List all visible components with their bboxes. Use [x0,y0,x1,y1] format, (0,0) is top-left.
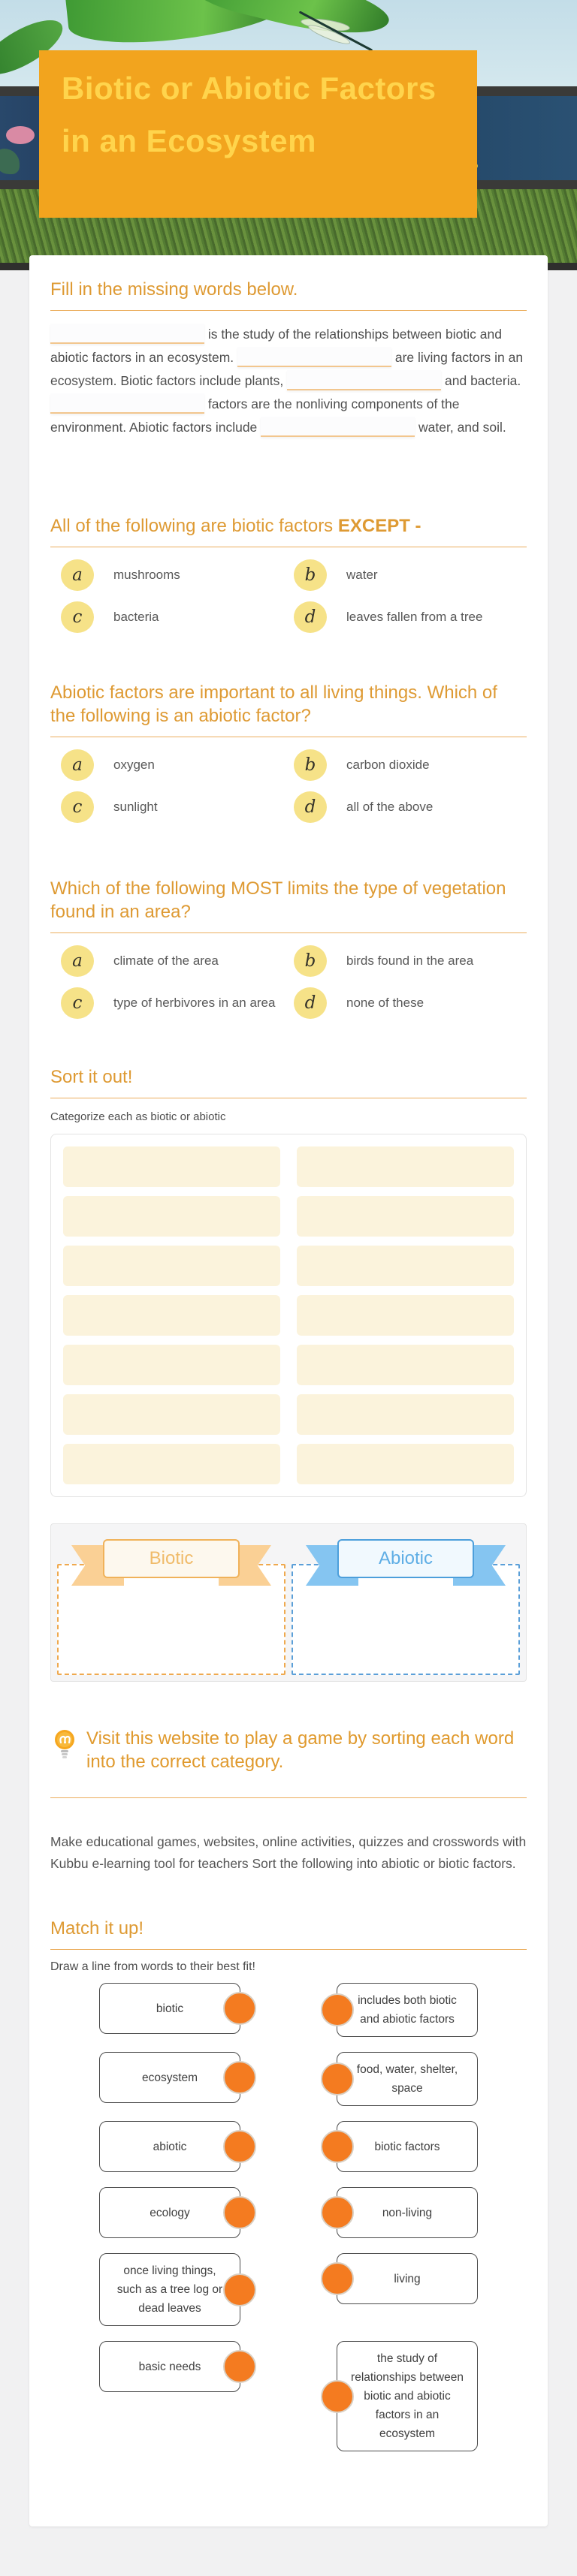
option-letter-badge[interactable]: b [294,559,327,591]
answer-option[interactable] [294,600,527,634]
answer-option[interactable] [61,600,294,634]
match-left-box [99,1983,240,2034]
answer-option[interactable] [294,790,527,824]
draggable-word-chip[interactable] [63,1246,280,1286]
options-grid [50,558,527,634]
match-connector-dot[interactable] [321,2380,354,2413]
fill-blank-input[interactable] [50,393,204,414]
question-heading-text: Abiotic factors are important to all living things. Which of the following is an abiotic factor? [50,682,497,726]
worksheet-title: Biotic or Abiotic Factors in an Ecosystem [62,71,437,158]
answer-option[interactable] [294,748,527,782]
question-heading [50,681,527,728]
option-letter-badge[interactable]: a [61,559,94,591]
option-letter-badge[interactable]: b [294,749,327,781]
match-right-box [337,2341,478,2451]
answer-option[interactable] [61,944,294,978]
section-divider [50,310,527,311]
match-connector-dot[interactable] [223,2061,256,2094]
match-caption: Draw a line from words to their best fit! [50,1960,255,1973]
match-connector-dot[interactable] [321,2196,354,2229]
match-left-box [99,2052,240,2103]
match-left-label: ecosystem [141,2071,198,2084]
option-label: leaves fallen from a tree [346,610,483,624]
section-match-it-up [50,1917,527,2451]
match-left-label: biotic [156,2002,184,2015]
match-connector-dot[interactable] [223,1992,256,2025]
section-heading: Sort it out! [50,1067,133,1087]
match-left-box [99,2187,240,2238]
worksheet-card [29,255,548,2526]
option-label: water [346,568,378,582]
fill-blank-input[interactable] [287,370,441,390]
match-right-label: includes both biotic and abiotic factors [358,1994,457,2026]
option-label: bacteria [113,610,159,624]
lightbulb-icon [53,1728,76,1761]
biotic-category-column [57,1530,285,1675]
option-label: type of herbivores in an area [113,996,276,1010]
match-connector-dot[interactable] [223,2130,256,2163]
draggable-word-chip[interactable] [297,1295,514,1336]
section-question-biotic-except [50,514,527,634]
match-connector-dot[interactable] [321,2062,354,2095]
abiotic-ribbon-label: Abiotic [337,1539,474,1578]
website-description: Make educational games, websites, online activities, quizzes and crosswords with Kubbu e-learning tool for teachers Sort the following into abiotic or biotic factors. [50,1834,527,1871]
draggable-word-chip[interactable] [297,1394,514,1435]
match-row [99,2121,478,2172]
match-left-label: basic needs [138,2360,201,2373]
section-question-vegetation-limit [50,877,527,1020]
answer-option[interactable] [294,558,527,592]
draggable-word-chip[interactable] [297,1246,514,1286]
section-fill-in [50,278,527,439]
match-right-label: food, water, shelter, space [356,2063,458,2095]
option-label: carbon dioxide [346,758,430,772]
match-connector-dot[interactable] [321,2262,354,2295]
options-grid [50,748,527,824]
answer-option[interactable] [61,986,294,1020]
answer-option[interactable] [61,558,294,592]
sort-caption: Categorize each as biotic or abiotic [50,1110,226,1123]
question-heading-text: Which of the following MOST limits the type of vegetation found in an area? [50,878,506,922]
match-left-label: ecology [150,2206,190,2219]
abiotic-category-column [292,1530,520,1675]
option-letter-badge[interactable]: b [294,945,327,977]
option-label: birds found in the area [346,954,474,968]
match-rows [50,1983,527,2451]
draggable-word-chip[interactable] [63,1196,280,1237]
section-heading: Fill in the missing words below. [50,279,298,300]
section-divider [50,1797,527,1798]
option-letter-badge[interactable]: d [294,791,327,823]
option-label: all of the above [346,800,434,814]
match-connector-dot[interactable] [223,2273,256,2306]
draggable-word-chip[interactable] [297,1444,514,1484]
draggable-word-chip[interactable] [63,1345,280,1385]
answer-option[interactable] [294,944,527,978]
match-row [99,2341,478,2451]
match-connector-dot[interactable] [321,2130,354,2163]
biotic-ribbon-label: Biotic [103,1539,240,1578]
draggable-word-chip[interactable] [63,1444,280,1484]
match-right-box [337,2121,478,2172]
draggable-word-chip[interactable] [63,1295,280,1336]
option-letter-badge[interactable]: c [61,987,94,1019]
option-letter-badge[interactable]: a [61,945,94,977]
fish-decoration [6,126,35,144]
website-link-text[interactable]: Visit this website to play a game by sorting each word into the correct category. [86,1728,515,1772]
question-heading [50,514,527,538]
match-right-box [337,2253,478,2304]
option-letter-badge[interactable]: d [294,601,327,633]
match-left-box [99,2341,240,2392]
match-right-label: non-living [382,2206,433,2219]
match-connector-dot[interactable] [223,2350,256,2383]
section-question-abiotic-factor [50,681,527,824]
match-right-label: living [394,2272,421,2285]
option-label: climate of the area [113,954,219,968]
match-row [99,2052,478,2106]
option-letter-badge[interactable]: a [61,749,94,781]
draggable-word-chip[interactable] [297,1345,514,1385]
question-heading [50,877,527,923]
option-label: sunlight [113,800,158,814]
answer-option[interactable] [61,748,294,782]
website-heading-row [50,1727,527,1773]
section-divider [50,1949,527,1950]
match-right-label: biotic factors [374,2140,440,2153]
match-connector-dot[interactable] [321,1993,354,2026]
match-left-label: once living things, such as a tree log or dead leaves [116,2264,223,2315]
option-label: mushrooms [113,568,180,582]
hero-header [0,0,577,270]
section-website-link [50,1727,527,1875]
question-heading-text: All of the following are biotic factors [50,516,338,536]
match-left-label: abiotic [153,2140,187,2153]
answer-option[interactable] [61,790,294,824]
category-panel [50,1523,527,1682]
fill-blank-input[interactable] [261,417,415,437]
fill-blank-input[interactable] [50,324,204,344]
match-row [99,2187,478,2238]
match-left-box [99,2253,240,2326]
fill-in-paragraph: is the study of the relationships between biotic and abiotic factors in an ecosystem. are living factors in an ecosystem. Biotic factors include plants, and bacteria. factors are the nonliving components of the environment. Abiotic factors include water, and soil. [50,323,527,439]
option-letter-badge[interactable]: d [294,987,327,1019]
match-right-box [337,2187,478,2238]
option-letter-badge[interactable]: c [61,601,94,633]
match-row [99,2253,478,2326]
worksheet-title-box [39,50,477,218]
abiotic-ribbon-banner [337,1539,474,1578]
match-left-box [99,2121,240,2172]
match-row [99,1983,478,2037]
draggable-word-chip[interactable] [63,1394,280,1435]
answer-option[interactable] [294,986,527,1020]
option-label: oxygen [113,758,155,772]
section-divider [50,932,527,933]
word-chips-panel [50,1134,527,1497]
option-label: none of these [346,996,424,1010]
biotic-ribbon-banner [103,1539,240,1578]
match-right-box [337,2052,478,2106]
coral-decoration [0,149,20,174]
option-letter-badge[interactable]: c [61,791,94,823]
section-heading: Match it up! [50,1918,144,1939]
match-connector-dot[interactable] [223,2196,256,2229]
options-grid [50,944,527,1020]
match-right-box [337,1983,478,2037]
fill-blank-input[interactable] [237,347,391,367]
match-right-label: the study of relationships between biotic and abiotic factors in an ecosystem [351,2352,464,2440]
draggable-word-chip[interactable] [63,1146,280,1187]
draggable-word-chip[interactable] [297,1196,514,1237]
draggable-word-chip[interactable] [297,1146,514,1187]
section-sort-it-out [50,1065,527,1682]
question-heading-bold: EXCEPT - [337,516,421,536]
